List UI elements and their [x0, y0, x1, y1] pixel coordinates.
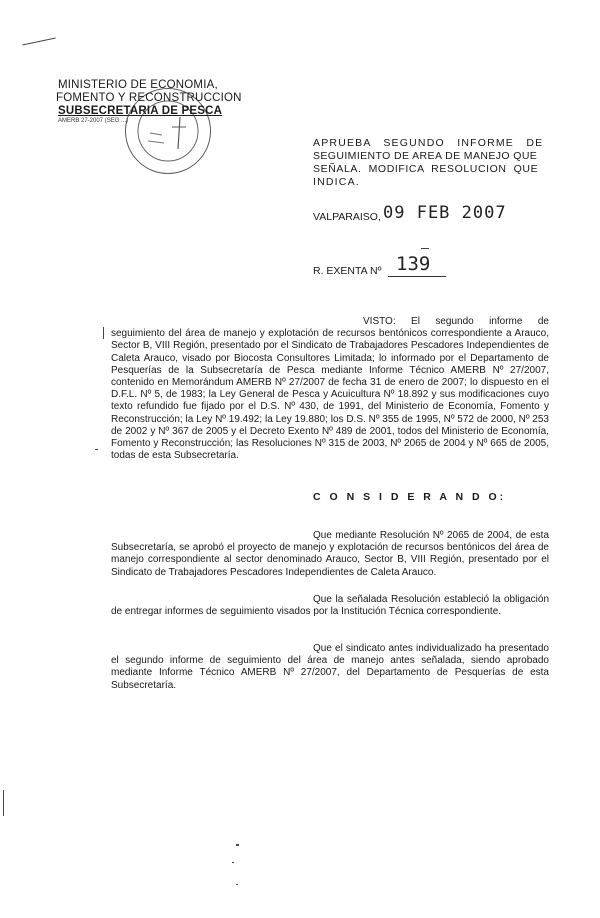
considerando-paragraph-2 — [111, 594, 549, 618]
file-reference: AMERB 27-2007 (SEG ...) — [58, 118, 129, 124]
date-stamp: 09 FEB 2007 — [383, 203, 507, 223]
visto-paragraph — [111, 316, 549, 462]
subsecretaria-title: SUBSECRETARIA DE PESCA — [58, 105, 223, 117]
considerando-paragraph-3 — [111, 643, 549, 692]
underline-line — [388, 276, 446, 277]
subject-line: SEÑALA. MODIFICA RESOLUCION QUE — [313, 163, 539, 175]
official-seal — [125, 88, 211, 174]
considerando-paragraph-1 — [111, 530, 549, 579]
considerando-text: Que el sindicato antes individualizado ha presentado el segundo informe de seguimiento del área de manejo antes señalada, siendo aprobado mediante Informe Técnico AMERB Nº 27/2007, del Departamento de Pesquerías de esta Subsecretaría. — [111, 643, 549, 691]
subject-line: APRUEBA SEGUNDO INFORME DE — [313, 137, 544, 149]
margin-mark — [236, 844, 239, 846]
ministry-line-1: MINISTERIO DE ECONOMIA, — [58, 79, 218, 91]
ministry-line-2: FOMENTO Y RECONSTRUCCION — [56, 92, 242, 104]
considerando-text: Que la señalada Resolución estableció la obligación de entregar informes de seguimiento visados por la Institución Técnica correspondiente. — [111, 594, 549, 618]
seal-icon — [126, 89, 210, 173]
considerando-text: Que mediante Resolución Nº 2065 de 2004, de esta Subsecretaría, se aprobó el proyecto de manejo y explotación de recursos bentónicos del área de manejo correspondiente al sector denominado Arauco, Sector B, VIII Región, presentado por el Sindicato de Trabajadores Pescadores Independientes de Caleta Arauco. — [111, 530, 549, 578]
date-place: VALPARAISO, — [313, 211, 381, 223]
resolution-number: 139 — [396, 253, 431, 275]
margin-mark — [103, 327, 104, 339]
pen-mark — [22, 37, 55, 45]
margin-mark — [3, 790, 4, 816]
subject-line: INDICA. — [313, 176, 360, 188]
margin-mark — [236, 884, 238, 885]
considerando-heading: C O N S I D E R A N D O: — [313, 491, 507, 503]
margin-mark — [95, 449, 98, 450]
subject-block — [313, 137, 551, 189]
resolution-label: R. EXENTA Nº — [313, 265, 382, 277]
margin-mark — [232, 862, 234, 863]
subject-line: SEGUIMIENTO DE AREA DE MANEJO QUE — [313, 150, 538, 162]
pen-mark — [421, 248, 429, 249]
visto-text: VISTO: El segundo informe de seguimiento del área de manejo y explotación de recursos bentónicos correspondiente a Arauco, Sector B, VIII Región, presentado por el Sindicato de Trabajadores Pescadores Independientes de Caleta Arauco, visado por Biocosta Consultores Limitada; lo informado por el Departamento de Pesquerías de la Subsecretaría de Pesca mediante Informe Técnico AMERB Nº 27/2007, contenido en Memorándum AMERB Nº 27/2007 de fecha 31 de enero de 2007; lo dispuesto en el D.F.L. Nº 5, de 1983; la Ley General de Pesca y Acuicultura Nº 18.892 y sus modificaciones cuyo texto refundido fue fijado por el D.S. Nº 430, de 1991, del Ministerio de Economía, Fomento y Reconstrucción; la Ley Nº 19.492; la Ley 19.880; los D.S. Nº 355 de 1995, Nº 572 de 2000, Nº 253 de 2002 y Nº 367 de 2005 y el Decreto Exento Nº 489 de 2001, todos del Ministerio de Economía, Fomento y Reconstrucción; las Resoluciones Nº 315 de 2003, Nº 2065 de 2004 y Nº 665 de 2005, todas de esta Subsecretaría. — [111, 316, 549, 462]
